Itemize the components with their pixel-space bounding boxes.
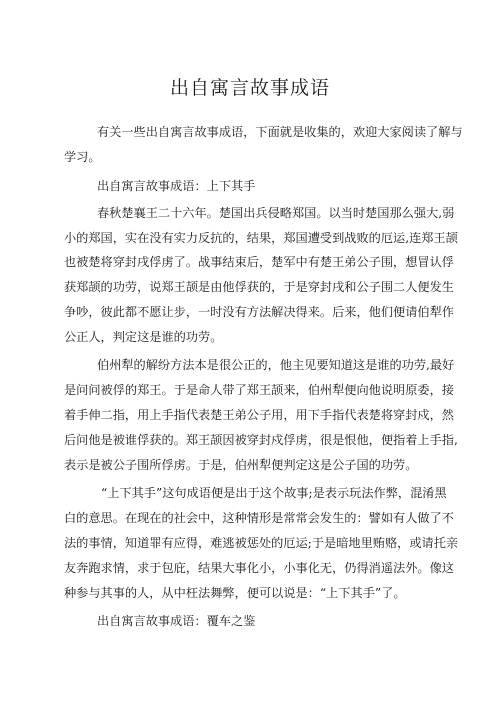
- paragraph-line: 是问问被俘的郑王。于是命人带了郑王颉来，伯州犁便向他说明原委，接: [64, 383, 454, 397]
- paragraph-line: “上下其手”这句成语便是出于这个故事;是表示玩法作弊，混淆黑: [101, 486, 447, 500]
- paragraph-line: 表示是被公子围所俘虏。于是，伯州犁便判定这是公子国的功劳。: [64, 458, 418, 472]
- paragraph-line: 公正人，判定这是谁的功劳。: [64, 330, 223, 344]
- paragraph-line: 白的意思。在现在的社会中，这种情形是常常会发生的：譬如有人做了不: [64, 511, 454, 525]
- section-heading: 出自寓言故事成语：覆车之鉴: [97, 614, 256, 628]
- paragraph-line: 法的事情，知道罪有应得，难逃被惩处的厄运;于是暗地里贿赂，或请托亲: [64, 536, 459, 550]
- paragraph-line: 也被楚将穿封戌俘虏了。战事结束后，楚军中有楚王弟公子围，想冒认俘: [64, 255, 454, 269]
- paragraph-line: 着手伸二指，用上手指代表楚王弟公子用，用下手指代表楚将穿封戍，然: [64, 408, 454, 422]
- paragraph-line: 种参与其事的人，从中枉法舞弊，便可以说是：“上下其手”了。: [64, 586, 406, 600]
- paragraph-line: 有关一些出自寓言故事成语，下面就是收集的，欢迎大家阅读了解与: [97, 125, 463, 139]
- paragraph-line: 友奔跑求情，求于包庇，结果大事化小，小事化无，仍得消遥法外。像这: [64, 561, 454, 575]
- paragraph-line: 学习。: [64, 150, 101, 164]
- paragraph-line: 争吵，彼此都不愿让步，一时没有方法解决得来。后来，他们便请伯犁作: [64, 305, 454, 319]
- paragraph-line: 后问他是被谁俘获的。郑王颉因被穿封戍俘虏，很是恨他，便指着上手指,: [64, 433, 458, 447]
- paragraph-line: 春秋楚襄王二十六年。楚国出兵侵略郑国。以当时楚国那么强大,弱: [97, 206, 455, 220]
- paragraph-line: 获郑颉的功劳，说郑王颉是由他俘获的，于是穿封戌和公子围二人便发生: [64, 280, 454, 294]
- document-title: 出自寓言故事成语: [169, 77, 330, 99]
- section-heading: 出自寓言故事成语：上下其手: [97, 179, 256, 193]
- paragraph-line: 伯州犁的解纷方法本是很公正的，他主见要知道这是谁的功劳,最好: [97, 358, 455, 372]
- paragraph-line: 小的郑国，实在没有实力反抗的，结果，郑国遭受到战败的厄运,连郑王颉: [64, 231, 458, 245]
